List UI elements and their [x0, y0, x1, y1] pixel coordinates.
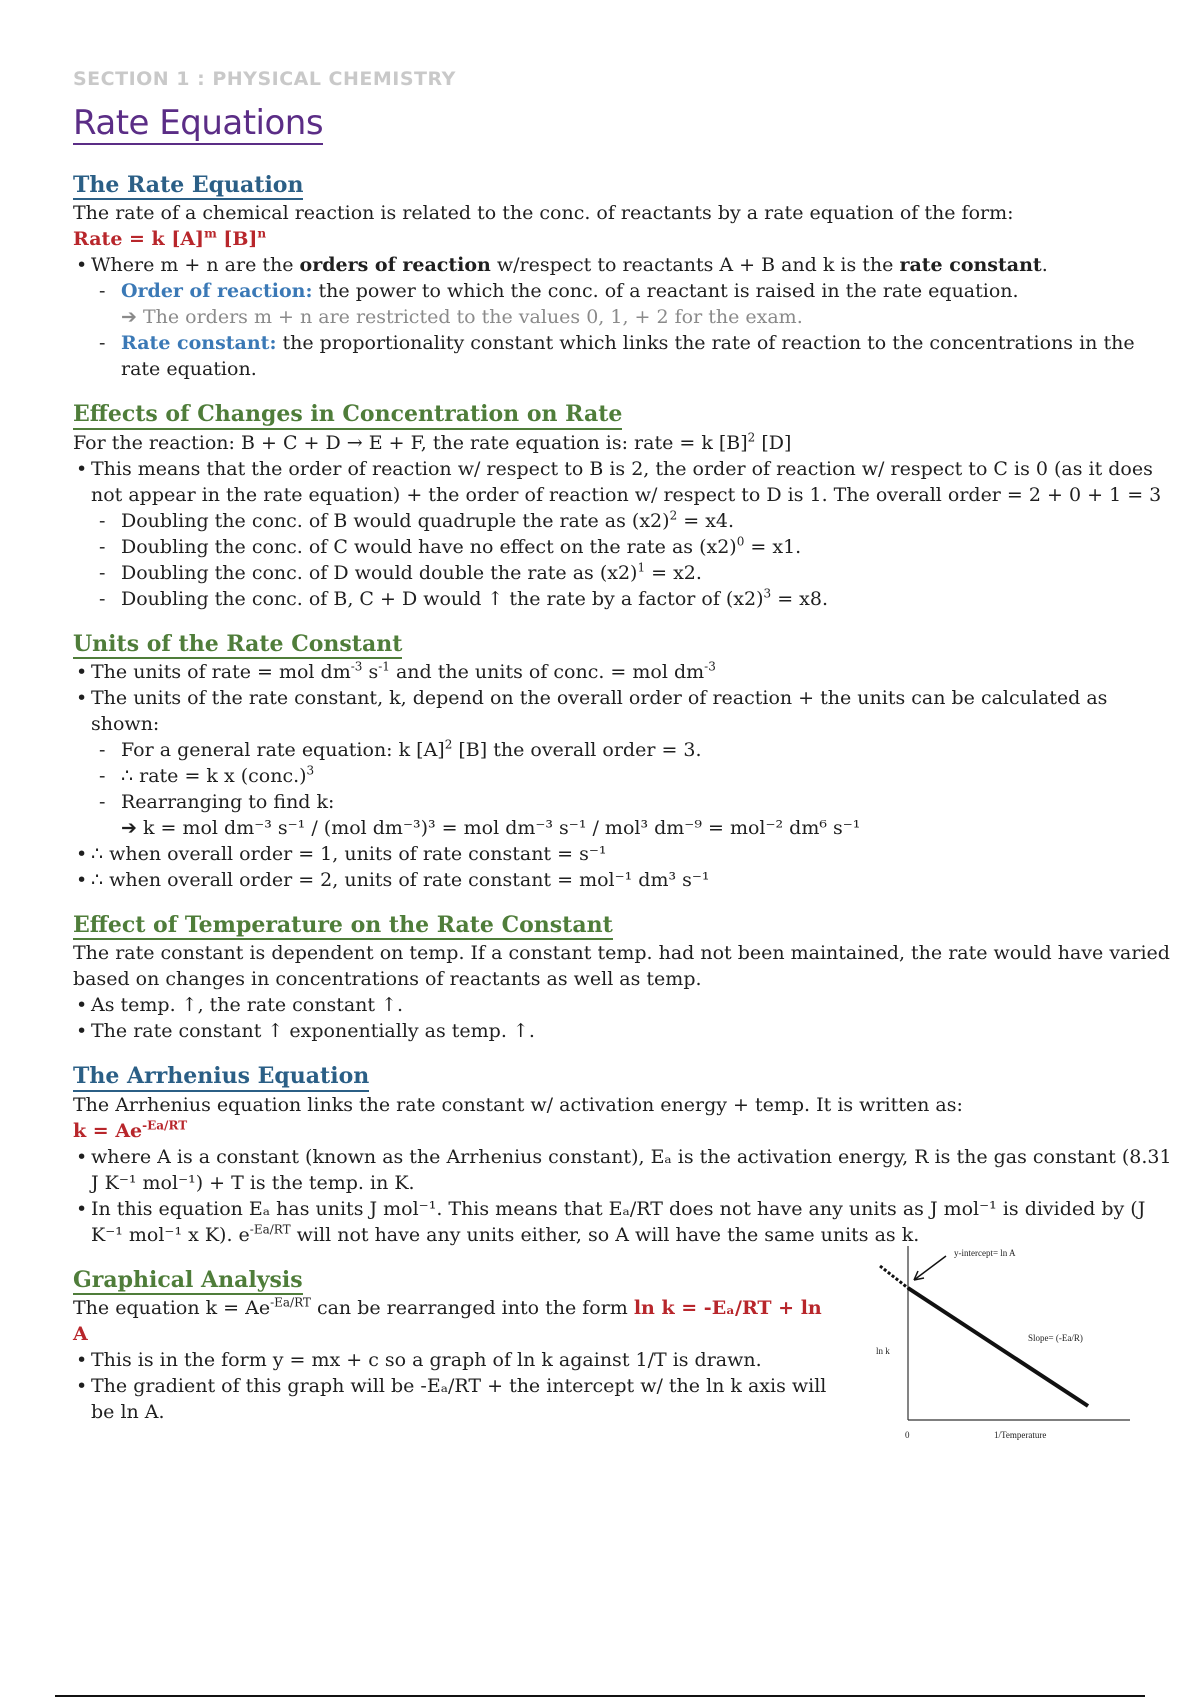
page-title: Rate Equations: [73, 104, 323, 145]
arrhenius-intro: The Arrhenius equation links the rate constant w/ activation energy + temp. It is written as:: [73, 1093, 963, 1116]
list-item: - Rearranging to find k:: [91, 789, 1173, 815]
section-graphical: [73, 1247, 1173, 1440]
origin-label: 0: [905, 1429, 910, 1440]
section-concentration: [73, 402, 1173, 611]
list-item: • This means that the order of reaction w/ respect to B is 2, the order of reaction w/ respect to C is 0 (as it does not appear in the rate equation) + the order of reaction w/ respect to D is 1. The overall order = 2 + 0 + 1 = 3: [73, 456, 1173, 508]
list-item: - Doubling the conc. of D would double the rate as $(x2)^1 = x2$.: [91, 560, 1173, 586]
rate-equation-intro: The rate of a chemical reaction is related to the conc. of reactants by a rate equation of the form:: [73, 202, 1014, 225]
slope-label: Slope= (-Ea/R): [1028, 1332, 1083, 1343]
arrhenius-formula: $k = Ae^{-Ea/RT}$: [73, 1118, 188, 1142]
page: [73, 68, 1173, 1445]
list-item: • The units of the rate constant, k, depend on the overall order of reaction + the units can be calculated as shown:: [73, 685, 1173, 737]
graphical-intro: The equation $k = Ae^{-Ea/RT}$ can be rearranged into the form ln k = -Eₐ/RT + ln A: [73, 1295, 822, 1345]
list-item: - Order of reaction: the power to which the conc. of a reactant is raised in the rate equation.: [91, 278, 1173, 304]
intercept-label: y-intercept= ln A: [954, 1247, 1016, 1258]
list-item: • The gradient of this graph will be -Eₐ/RT + the intercept w/ the ln k axis will be ln A.: [73, 1373, 843, 1425]
section-arrhenius: [73, 1064, 1173, 1247]
y-axis-label: ln k: [876, 1345, 890, 1356]
list-item: - Doubling the conc. of B, C + D would ↑ the rate by a factor of $(x2)^3 = x8$.: [91, 586, 1173, 612]
heading-temperature: Effect of Temperature on the Rate Constant: [73, 913, 613, 940]
list-item: • In this equation Eₐ has units J mol⁻¹. This means that Eₐ/RT does not have any units as J mol⁻¹ is divided by (J K⁻¹ mol⁻¹ x K). $e^{-Ea/RT}$ will not have any units either, so A will have the same units as k.: [73, 1196, 1173, 1248]
section-rate-equation: [73, 173, 1173, 382]
list-item: • where A is a constant (known as the Arrhenius constant), Eₐ is the activation energy, R is the gas constant (8.31 J K⁻¹ mol⁻¹) + T is the temp. in K.: [73, 1144, 1173, 1196]
list-item: • As temp. ↑, the rate constant ↑.: [73, 992, 1173, 1018]
order-note: ➔ The orders m + n are restricted to the values 0, 1, + 2 for the exam.: [121, 306, 803, 329]
heading-rate-equation: The Rate Equation: [73, 173, 303, 200]
intercept-pointer: [914, 1256, 946, 1280]
temperature-intro: The rate constant is dependent on temp. If a constant temp. had not been maintained, the rate would have varied based on changes in concentrations of reactants as well as temp.: [73, 942, 1170, 991]
list-item: • ∴ when overall order = 1, units of rate constant = s⁻¹: [73, 841, 1173, 867]
list-item: - For a general rate equation: k $[A]^2$ [B] the overall order = 3.: [91, 737, 1173, 763]
concentration-intro: For the reaction: B + C + D → E + F, the rate equation is: rate = k $[B]^2$ [D]: [73, 430, 792, 454]
list-item: - ∴ rate = k x (conc.)$^3$: [91, 763, 1173, 789]
footer-divider: [55, 1695, 1145, 1697]
list-item: - Doubling the conc. of B would quadruple the rate as $(x2)^2 = x4$.: [91, 508, 1173, 534]
section-tag: SECTION 1 : PHYSICAL CHEMISTRY: [73, 68, 456, 90]
heading-graphical: Graphical Analysis: [73, 1268, 303, 1295]
section-temperature: [73, 913, 1173, 1044]
list-item: • This is in the form y = mx + c so a graph of ln k against 1/T is drawn.: [73, 1347, 843, 1373]
extrapolated-line: [880, 1266, 908, 1288]
list-item: • ∴ when overall order = 2, units of rate constant = mol⁻¹ dm³ s⁻¹: [73, 867, 1173, 893]
arrhenius-graph: [868, 1240, 1148, 1450]
list-item: • The rate constant ↑ exponentially as temp. ↑.: [73, 1018, 1173, 1044]
heading-concentration: Effects of Changes in Concentration on Rate: [73, 402, 622, 429]
heading-arrhenius: The Arrhenius Equation: [73, 1064, 369, 1091]
list-item: • Where m + n are the orders of reaction w/respect to reactants A + B and k is the rate constant.: [73, 252, 1173, 278]
list-item: - Rate constant: the proportionality constant which links the rate of reaction to the concentrations in the rate equation.: [91, 330, 1173, 382]
x-axis-label: 1/Temperature: [994, 1429, 1047, 1440]
heading-units: Units of the Rate Constant: [73, 632, 402, 659]
list-item: - Doubling the conc. of C would have no effect on the rate as $(x2)^0 = x1$.: [91, 534, 1173, 560]
section-units: [73, 632, 1173, 893]
list-item: • The units of rate = mol $dm^{-3}$ $s^{-1}$ and the units of conc. = mol $dm^{-3}$: [73, 659, 1173, 685]
rate-equation-formula: Rate = k $[A]^m$ $[B]^n$: [73, 227, 267, 251]
data-line: [908, 1288, 1088, 1406]
units-derivation: ➔ k = mol dm⁻³ s⁻¹ / (mol dm⁻³)³ = mol dm⁻³ s⁻¹ / mol³ dm⁻⁹ = mol⁻² dm⁶ s⁻¹: [121, 816, 861, 839]
